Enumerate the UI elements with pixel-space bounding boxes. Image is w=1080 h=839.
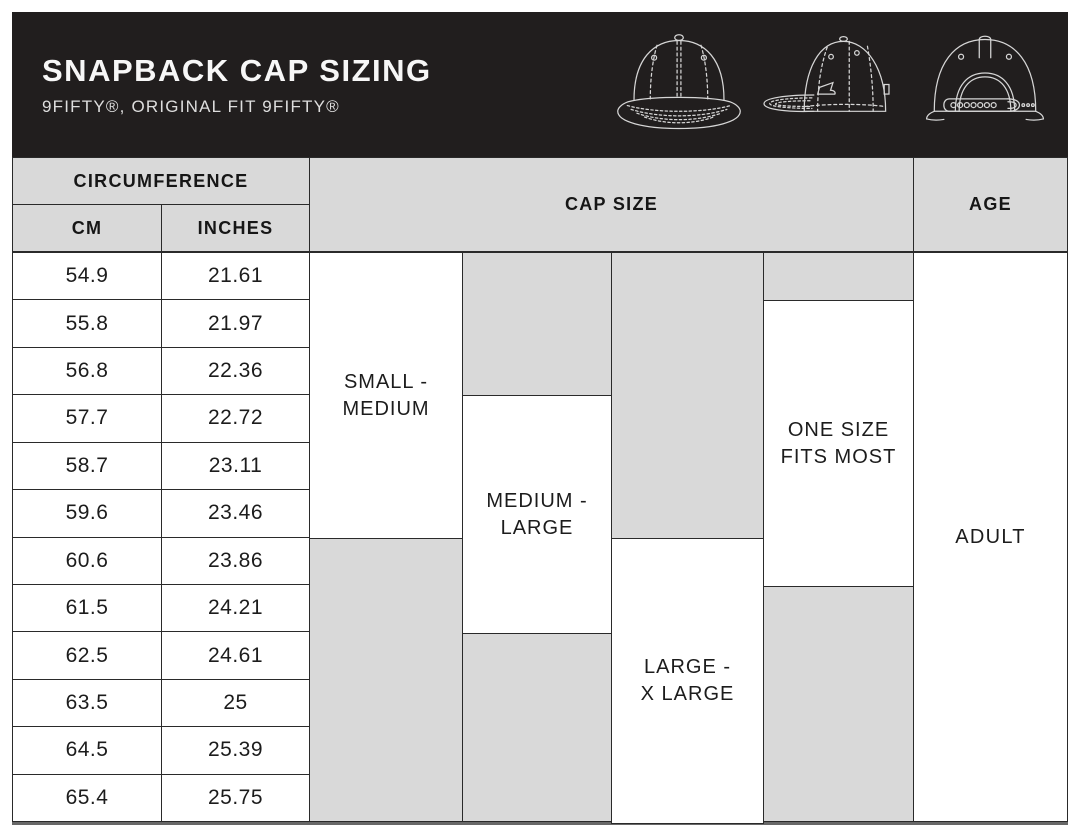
- inches-value: 22.72: [161, 394, 310, 442]
- size-label-line: LARGE -: [643, 656, 732, 678]
- cm-value: 64.5: [12, 726, 162, 774]
- inches-value: 24.61: [161, 631, 310, 679]
- size-column-large-xlarge: [611, 252, 764, 822]
- cm-value: 63.5: [12, 679, 162, 727]
- age-value-cell: ADULT: [913, 252, 1068, 822]
- size-box-one-size: [763, 300, 914, 587]
- size-label-line: FITS MOST: [780, 445, 897, 468]
- cm-value: 57.7: [12, 394, 162, 442]
- size-label-line: ONE SIZE: [787, 418, 890, 441]
- inches-value: 22.36: [161, 347, 310, 395]
- size-column-small-medium: [309, 252, 463, 822]
- column-header-cap-size: CAP SIZE: [309, 157, 914, 252]
- cap-illustrations: [612, 22, 1052, 147]
- cm-value: 59.6: [12, 489, 162, 537]
- inches-value: 21.61: [161, 252, 310, 300]
- inches-value: 25.39: [161, 726, 310, 774]
- inches-value: 25.75: [161, 774, 310, 822]
- cm-value: 62.5: [12, 631, 162, 679]
- cap-side-icon: [760, 28, 904, 141]
- column-header-inches: INCHES: [161, 204, 310, 252]
- cm-value: 55.8: [12, 299, 162, 347]
- cm-value: 54.9: [12, 252, 162, 300]
- column-header-cm: CM: [12, 204, 162, 252]
- size-label-line: X LARGE: [640, 683, 735, 705]
- cm-column: [12, 252, 162, 822]
- size-box-large-xlarge: [611, 538, 764, 824]
- header-bar: [12, 12, 1068, 157]
- size-column-one-size: [763, 252, 914, 822]
- sizing-table: [12, 157, 1068, 825]
- inches-value: 25: [161, 679, 310, 727]
- size-box-small-medium: [309, 252, 463, 539]
- inches-column: [161, 252, 310, 822]
- column-header-circumference: CIRCUMFERENCE: [12, 157, 310, 205]
- page-subtitle: 9FIFTY®, ORIGINAL FIT 9FIFTY®: [42, 97, 340, 116]
- size-label-line: MEDIUM: [342, 397, 430, 420]
- cap-front-icon: [612, 28, 746, 141]
- cap-back-icon: [918, 28, 1052, 141]
- size-label-line: MEDIUM -: [486, 489, 588, 512]
- size-box-medium-large: [462, 395, 612, 634]
- column-header-age: AGE: [913, 157, 1068, 252]
- cm-value: 60.6: [12, 537, 162, 585]
- cm-value: 65.4: [12, 774, 162, 822]
- inches-value: 23.86: [161, 537, 310, 585]
- page-title: SNAPBACK CAP SIZING: [42, 53, 432, 88]
- cm-value: 61.5: [12, 584, 162, 632]
- cm-value: 56.8: [12, 347, 162, 395]
- inches-value: 24.21: [161, 584, 310, 632]
- table-body: [12, 252, 1068, 822]
- cm-value: 58.7: [12, 442, 162, 490]
- inches-value: 23.46: [161, 489, 310, 537]
- size-label-line: LARGE: [500, 516, 574, 539]
- size-label-line: SMALL -: [343, 370, 429, 393]
- inches-value: 21.97: [161, 299, 310, 347]
- inches-value: 23.11: [161, 442, 310, 490]
- size-column-medium-large: [462, 252, 612, 822]
- title-block: [42, 53, 432, 117]
